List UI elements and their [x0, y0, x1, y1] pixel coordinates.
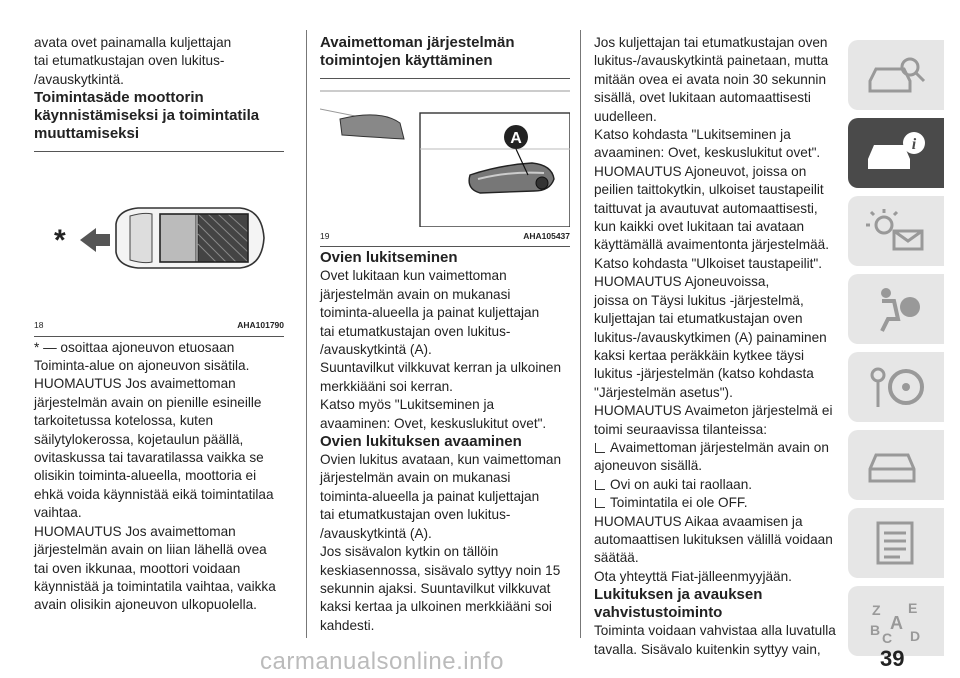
subsection-heading: Ovien lukituksen avaaminen [320, 433, 522, 451]
figure-caption [34, 316, 284, 336]
tab-car-service[interactable] [848, 430, 944, 500]
text-line: järjestelmän avain on liian lähellä ovea [34, 542, 267, 558]
text-line: kun kaikki ovet lukitaan tai avataan [594, 219, 805, 235]
text-line: ajoneuvon sisällä. [594, 458, 703, 474]
text-line: HUOMAUTUS Ajoneuvoissa, [594, 274, 770, 290]
warning-lights-icon [864, 207, 928, 255]
svg-text:i: i [911, 136, 917, 153]
text-line: HUOMAUTUS Jos avaimettoman [34, 523, 236, 539]
text-line: säilytylokerossa, kojetaulun päällä, [34, 431, 244, 447]
figure-number: 18 [34, 320, 44, 331]
figure-code: AHA105437 [523, 231, 570, 241]
list-item-text: Avaimettoman järjestelmän avain on [610, 439, 829, 455]
text-line: lukitus-/avauskytkintä painetaan, mutta [594, 53, 829, 69]
list-item [594, 476, 842, 494]
text-line: HUOMAUTUS Jos avaimettoman [34, 376, 236, 392]
text-line: avaaminen: Ovet, keskuslukitut ovet". [594, 145, 821, 161]
text-line: järjestelmän avain on mukanasi [320, 470, 511, 486]
text-line: merkkiääni soi kerran. [320, 378, 453, 394]
text-line: peilien taittokytkin, ulkoiset taustapeilit [594, 182, 824, 198]
text-line: Ovien lukitus avataan, kun vaimettoman [320, 452, 562, 468]
car-info-icon [864, 129, 928, 177]
text-line: toimi seuraavissa tilanteissa: [594, 421, 768, 437]
svg-text:E: E [908, 600, 918, 616]
chapter-tabs [848, 40, 944, 664]
text-line: tarkoitetussa kotelossa, kuten [34, 413, 214, 429]
text-line: HUOMAUTUS Ajoneuvot, joissa on [594, 163, 807, 179]
svg-text:B: B [870, 622, 881, 638]
text-line: toiminta-alueella ja painat kuljettajan [320, 305, 540, 321]
svg-text:C: C [882, 630, 893, 645]
text-line: joissa on Täysi lukitus -järjestelmä, [594, 292, 804, 308]
text-line: olisikin toiminta-alueella, moottoria ei [34, 468, 257, 484]
text-line: Suuntavilkut vilkkuvat kerran ja ulkoinen [320, 360, 562, 376]
text-line: toiminta-alueella ja painat kuljettajan [320, 488, 540, 504]
figure-18 [34, 152, 284, 316]
tab-car-search[interactable] [848, 40, 944, 110]
bullet-bracket-icon [595, 480, 605, 490]
text-line: Toiminta voidaan vahvistaa alla luvatulla [594, 623, 836, 639]
text-line: lukitus -järjestelmän (katso kohdasta [594, 366, 814, 382]
list-item-text: Ovi on auki tai raollaan. [610, 476, 753, 492]
steering-key-icon [864, 363, 928, 411]
column-2 [320, 34, 570, 635]
figure-code: AHA101790 [237, 320, 284, 331]
text-line: /avauskytkintä (A). [320, 342, 432, 358]
text-line: Katso kohdasta "Lukitseminen ja [594, 127, 791, 143]
figure-19 [320, 79, 570, 227]
svg-text:Z: Z [872, 602, 881, 618]
subsection-heading: Ovien lukitseminen [320, 249, 458, 267]
text-line: Ota yhteyttä Fiat-jälleenmyyjään. [594, 568, 792, 584]
section-heading: Lukituksen ja avauksen [594, 586, 763, 604]
text-line: avain olisikin ajoneuvon ulkopuolella. [34, 597, 257, 613]
text-line: "Järjestelmän asetus"). [594, 384, 733, 400]
section-heading: muuttamiseksi [34, 125, 140, 143]
list-item [594, 439, 842, 457]
text-line: järjestelmän avain on mukanasi [320, 286, 511, 302]
column-divider [580, 30, 581, 638]
tab-document-list[interactable] [848, 508, 944, 578]
text-line: käyttämällä avaimentonta järjestelmää. [594, 237, 829, 253]
text-line: kahdesti. [320, 617, 375, 633]
text-line: /avauskytkintä (A). [320, 525, 432, 541]
figure-caption [320, 227, 570, 247]
section-heading: toimintojen käyttäminen [320, 52, 493, 69]
text-line: /avauskytkintä. [34, 71, 124, 87]
text-line: uudelleen. [594, 108, 657, 124]
section-heading: Toimintasäde moottorin [34, 89, 204, 107]
watermark: carmanualsonline.info [260, 648, 504, 675]
car-search-icon [864, 51, 928, 99]
figure-number: 19 [320, 231, 330, 241]
text-line: sisällä, ovet lukitaan automaattisesti [594, 90, 811, 106]
alphabet-index-icon [864, 597, 928, 645]
tab-warning-lights[interactable] [848, 196, 944, 266]
text-line: kuljettajan tai etumatkustajan oven [594, 311, 803, 327]
car-service-icon [864, 441, 928, 489]
tab-car-info[interactable] [848, 118, 944, 188]
text-line: mitään ovea ei avata noin 30 sekunnin [594, 71, 827, 87]
callout-label: A [510, 130, 522, 147]
text-line: taittuvat ja avautuvat automaattisesti, [594, 200, 818, 216]
list-item-text: Toimintatila ei ole OFF. [610, 495, 748, 511]
vehicle-topview-illustration [34, 152, 284, 316]
text-line: käynnistää ja toimintatila vaihtaa, vaikka [34, 578, 276, 594]
text-line: lukitus-/avauskytkimen (A) painaminen [594, 329, 827, 345]
text-line: ehkä voida käynnistää eikä toimintatilaa [34, 486, 274, 502]
text-line: säätää. [594, 550, 639, 566]
text-line: tai etumatkustajan oven lukitus- [320, 507, 511, 523]
section-heading: käynnistämiseksi ja toimintatila [34, 107, 260, 125]
text-line: Jos kuljettajan tai etumatkustajan oven [594, 35, 828, 50]
text-line: automaattisen lukituksen välillä voidaan [594, 531, 833, 547]
text-line: Ovet lukitaan kun vaimettoman [320, 268, 507, 284]
text-line: tavalla. Sisävalo kuitenkin syttyy vain, [594, 641, 821, 657]
front-arrow-icon [80, 228, 110, 252]
text-line: tai etumatkustajan oven lukitus- [320, 323, 511, 339]
svg-text:A: A [890, 613, 903, 633]
text-line: HUOMAUTUS Avaimeton järjestelmä ei [594, 403, 833, 419]
text-line: ovitaskussa tai tavaratilassa vaikka se [34, 450, 264, 466]
text-line: * — osoittaa ajoneuvon etuosaan [34, 339, 235, 355]
text-line: keskiasennossa, sisävalo syttyy noin 15 [320, 562, 561, 578]
svg-text:D: D [910, 628, 921, 644]
airbag-person-icon [864, 285, 928, 333]
text-line: järjestelmän avain on pienille esineille [34, 394, 262, 410]
text-line: Katso myös "Lukitseminen ja [320, 397, 495, 413]
text-line: vaihtaa. [34, 505, 82, 521]
list-item [594, 494, 842, 512]
text-line: Jos sisävalon kytkin on tällöin [320, 544, 499, 560]
tab-airbag-person[interactable] [848, 274, 944, 344]
body-text [34, 339, 284, 615]
column-3 [594, 34, 842, 659]
text-line: tai etumatkustajan oven lukitus- [34, 53, 225, 69]
section-heading: vahvistustoiminto [594, 604, 723, 622]
section-heading: Avaimettoman järjestelmän [320, 34, 515, 51]
door-handle-illustration [320, 79, 570, 227]
text-line: Katso kohdasta "Ulkoiset taustapeilit". [594, 255, 823, 271]
text-line: avata ovet painamalla kuljettajan [34, 35, 232, 50]
bullet-bracket-icon [595, 498, 605, 508]
text-line: kaksi kertaa ja ulkoinen merkkiääni soi [320, 599, 552, 615]
text-line: sekunnin ajaksi. Suuntavilkut vilkkuvat [320, 580, 551, 596]
column-divider [306, 30, 307, 638]
text-line: kaksi kertaa peräkkäin kytkee täysi [594, 347, 805, 363]
bullet-bracket-icon [595, 443, 605, 453]
tab-steering-key[interactable] [848, 352, 944, 422]
text-line: tai oven ikkunaa, moottori voidaan [34, 560, 241, 576]
front-asterisk: * [54, 224, 66, 258]
text-line: HUOMAUTUS Aikaa avaamisen ja [594, 513, 803, 529]
document-list-icon [864, 519, 928, 567]
text-line: avaaminen: Ovet, keskuslukitut ovet". [320, 415, 547, 431]
column-1 [34, 34, 284, 615]
text-line: Toiminta-alue on ajoneuvon sisätila. [34, 358, 250, 374]
page-number: 39 [880, 646, 905, 671]
